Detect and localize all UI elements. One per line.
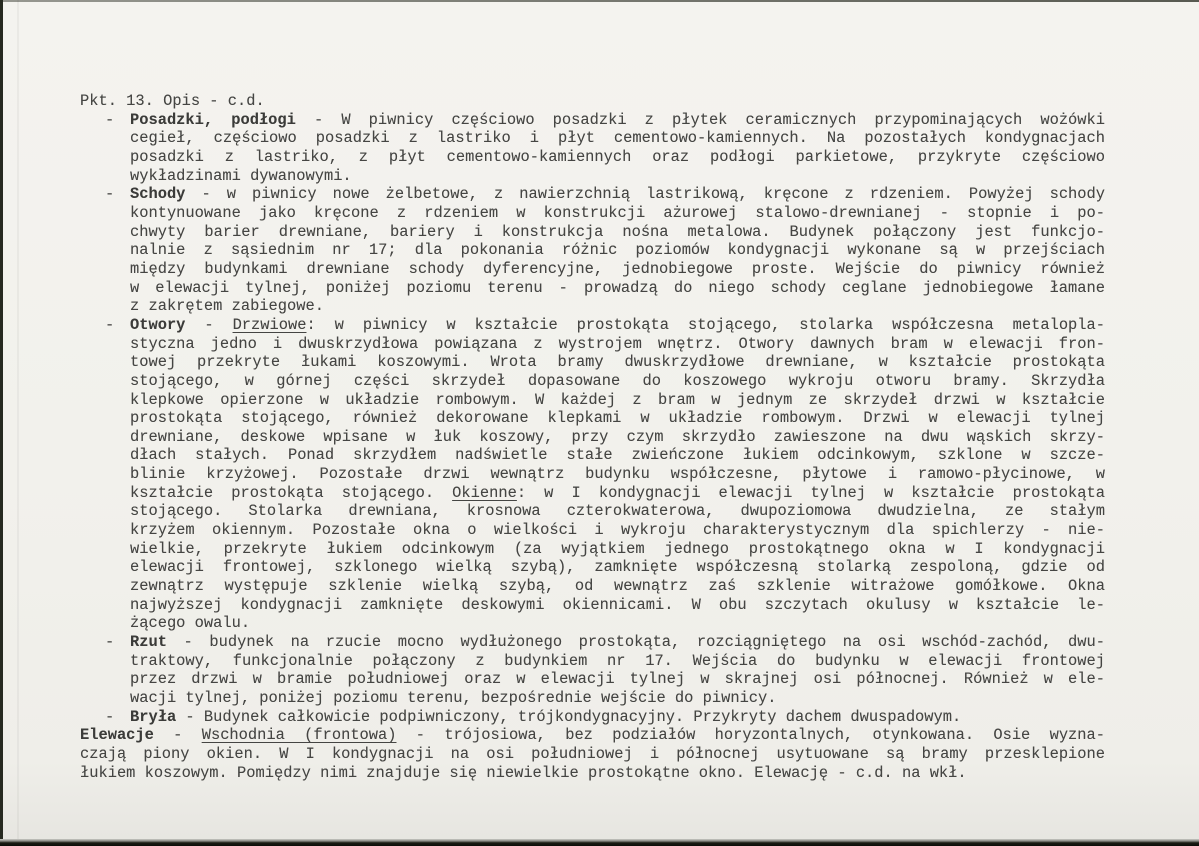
text-segment: stojącego, w górnej części skrzydeł dopasowane do koszowego wykroju otworu bramy. Skrzydła — [130, 371, 1105, 390]
text-line — [130, 241, 1105, 260]
text-line — [130, 223, 1105, 242]
text-line — [130, 708, 1105, 727]
scan-edge-top — [0, 0, 1199, 2]
text-line — [130, 596, 1105, 615]
text-segment: łukiem koszowym. Pomiędzy nimi znajduje się niewielkie prostokątne okno. Elewację - c.d. na wkł. — [80, 763, 967, 782]
text-segment: krzyżem okiennym. Pozostałe okna o wielkości i wykroju charakterystycznym dla spichlerzy - nie- — [130, 521, 1105, 540]
text-line — [130, 335, 1105, 354]
text-line — [130, 409, 1105, 428]
text-line — [130, 614, 1105, 633]
term-underlined: Drzwiowe — [232, 315, 307, 334]
text-segment: żącego owalu. — [130, 614, 251, 633]
text-segment: - budynek na rzucie mocno wydłużonego prostokąta, rozciągniętego na osi wschód-zachód, dwu- — [166, 633, 1105, 652]
text-line — [130, 185, 1105, 204]
text-segment: - — [185, 315, 233, 334]
text-segment: z zakrętem zabiegowe. — [130, 297, 324, 316]
term-underlined: Wschodnia (frontowa) — [201, 726, 397, 745]
document-text — [80, 92, 1105, 782]
text-line — [130, 297, 1105, 316]
text-segment: drewniane, deskowe wpisane w łuk koszowy, przy czym skrzydło zawieszone na dwu wąskich skrzy- — [130, 427, 1105, 446]
text-segment: - W piwnicy częściowo posadzki z płytek ceramicznych przypominających wożówki — [295, 110, 1105, 129]
paragraph-bryla — [80, 708, 1105, 727]
text-segment: zewnątrz występuje szklenie wielką szybą, od wewnątrz zaś szklenie witrażowe gomółkowe. Okna — [130, 577, 1105, 596]
term-bold: Rzut — [130, 633, 167, 652]
text-line — [130, 633, 1105, 652]
paper-edge-shadow — [17, 0, 19, 846]
text-segment: chwyty barier drewniane, bariery i konstrukcja nośna metalowa. Budynek połączony jest funkcjo- — [130, 222, 1105, 241]
text-segment: dłach stałych. Ponad skrzydłem nadświetle stałe zwieńczone łukiem odcinkowym, szklone w szcze- — [130, 446, 1105, 465]
text-line — [130, 465, 1105, 484]
text-segment: towej przekryte łukami koszowymi. Wrota bramy dwuskrzydłowe drewniane, w kształcie prostokąta — [130, 353, 1105, 372]
text-segment: kontynuowane jako kręcone z rdzeniem w konstrukcji ażurowej stalowo-drewnianej - stopnie i po- — [130, 203, 1105, 222]
document-header: Pkt. 13. Opis - c.d. — [80, 92, 265, 110]
text-line — [80, 764, 1105, 783]
text-line — [130, 428, 1105, 447]
term-bold: Bryła — [130, 707, 177, 726]
text-line — [130, 279, 1105, 298]
paragraph-otwory — [80, 316, 1105, 633]
scan-edge-bottom — [0, 839, 1199, 846]
text-segment: czają piony okien. W I kondygnacji na osi południowej i północnej usytuowane są bramy przesklepione — [80, 744, 1105, 763]
text-line — [130, 577, 1105, 596]
text-line — [130, 111, 1105, 130]
term-bold: Otwory — [130, 315, 186, 334]
text-segment: kształcie prostokąta stojącego. — [130, 483, 453, 502]
text-segment: - w piwnicy nowe żelbetowe, z nawierzchnią lastrikową, kręcone z rdzeniem. Powyżej schody — [185, 185, 1105, 204]
text-line — [80, 726, 1105, 745]
text-segment: posadzki z lastriko, z płyt cementowo-kamiennych oraz podłogi parkietowe, przykryte częściowo — [130, 147, 1105, 166]
text-line — [80, 745, 1105, 764]
text-line — [130, 670, 1105, 689]
text-line — [130, 204, 1105, 223]
text-segment: wykładzinami dywanowymi. — [130, 166, 352, 185]
document-body — [80, 111, 1105, 783]
text-segment: prostokąta stojącego, również dekorowane klepkami w układzie rombowym. Drzwi w elewacji tylnej — [130, 409, 1105, 428]
text-segment: między budynkami drewniane schody dyferencyjne, jednobiegowe proste. Wejście do piwnicy również — [130, 259, 1105, 278]
text-line — [130, 540, 1105, 559]
text-segment: : w piwnicy w kształcie prostokąta stojącego, stolarka współczesna metalopla- — [306, 315, 1105, 334]
text-line — [130, 260, 1105, 279]
text-segment: najwyższej kondygnacji zamknięte deskowymi okiennicami. W obu szczytach okulusy w kształcie le- — [130, 595, 1105, 614]
text-segment: przez drzwi w bramie południowej oraz w elewacji tylnej w skrajnej osi północnej. Również w ele- — [130, 670, 1105, 689]
text-line — [130, 689, 1105, 708]
bullet-marker: - — [105, 185, 115, 204]
text-segment: traktowy, funkcjonalnie połączony z budynkiem nr 17. Wejścia do budynku w elewacji frontowej — [130, 651, 1105, 670]
scan-edge-left — [0, 0, 3, 846]
text-segment: cegieł, częściowo posadzki z lastriko i płyt cementowo-kamiennych. Na pozostałych kondygnacjach — [130, 129, 1105, 148]
paragraph-schody — [80, 185, 1105, 316]
text-line — [130, 148, 1105, 167]
text-line — [130, 353, 1105, 372]
bullet-marker: - — [105, 315, 115, 334]
text-segment: styczna jedno i dwuskrzydłowa powiązana z wystrojem wnętrz. Otwory dawnych bram w elewacji fron- — [130, 334, 1105, 353]
text-segment: - — [153, 726, 202, 745]
text-line — [130, 446, 1105, 465]
text-segment: klepkowe opierzone w układzie rombowym. W każdej z bram w jednym ze skrzydeł drzwi w kształcie — [130, 390, 1105, 409]
text-line — [130, 484, 1105, 503]
text-line — [130, 502, 1105, 521]
term-bold: Elewacje — [80, 726, 154, 745]
text-segment: elewacji frontowej, szklonego wielką szybą), zamknięte współczesną stolarką zespoloną, gdzie od — [130, 558, 1105, 577]
text-segment: stojącego. Stolarka drewniana, krosnowa czterokwaterowa, dwupoziomowa dwudzielna, ze stałym — [130, 502, 1105, 521]
text-line — [130, 316, 1105, 335]
text-line — [130, 521, 1105, 540]
text-line — [130, 652, 1105, 671]
text-line — [130, 129, 1105, 148]
text-segment: w elewacji tylnej, poniżej poziomu terenu - prowadzą do niego schody ceglane jednobiegowe łamane — [130, 278, 1105, 297]
text-line — [130, 558, 1105, 577]
term-underlined: Okienne — [452, 483, 517, 502]
text-segment: wielkie, przekryte łukiem odcinkowym (za wyjątkiem jednego prostokątnego okna w I kondygnacji — [130, 539, 1105, 558]
paragraph-rzut — [80, 633, 1105, 708]
text-segment: blinie krzyżowej. Pozostałe drzwi wewnątrz budynku współczesne, płytowe i ramowo-płycinowe, w — [130, 465, 1105, 484]
text-segment: wacji tylnej, poniżej poziomu terenu, bezpośrednie wejście do piwnicy. — [130, 689, 777, 707]
term-bold: Posadzki, podłogi — [130, 110, 296, 129]
text-segment: : w I kondygnacji elewacji tylnej w kształcie prostokąta — [516, 483, 1105, 502]
text-segment: - trójosiowa, bez podziałów horyzontalnych, otynkowana. Osie wyzna- — [396, 726, 1105, 745]
text-line — [130, 167, 1105, 186]
text-line — [130, 372, 1105, 391]
text-segment: nalnie z sąsiednim nr 17; dla pokonania różnic poziomów kondygnacji wykonane są w przejściach — [130, 241, 1105, 260]
bullet-marker: - — [105, 633, 115, 652]
term-bold: Schody — [130, 185, 186, 204]
bullet-marker: - — [105, 707, 115, 726]
paragraph-elewacje — [80, 726, 1105, 782]
text-line — [130, 391, 1105, 410]
bullet-marker: - — [105, 110, 115, 129]
text-segment: - Budynek całkowicie podpiwniczony, trójkondygnacyjny. Przykryty dachem dwuspadowym. — [176, 707, 962, 726]
paragraph-posadzki-podlogi — [80, 111, 1105, 186]
